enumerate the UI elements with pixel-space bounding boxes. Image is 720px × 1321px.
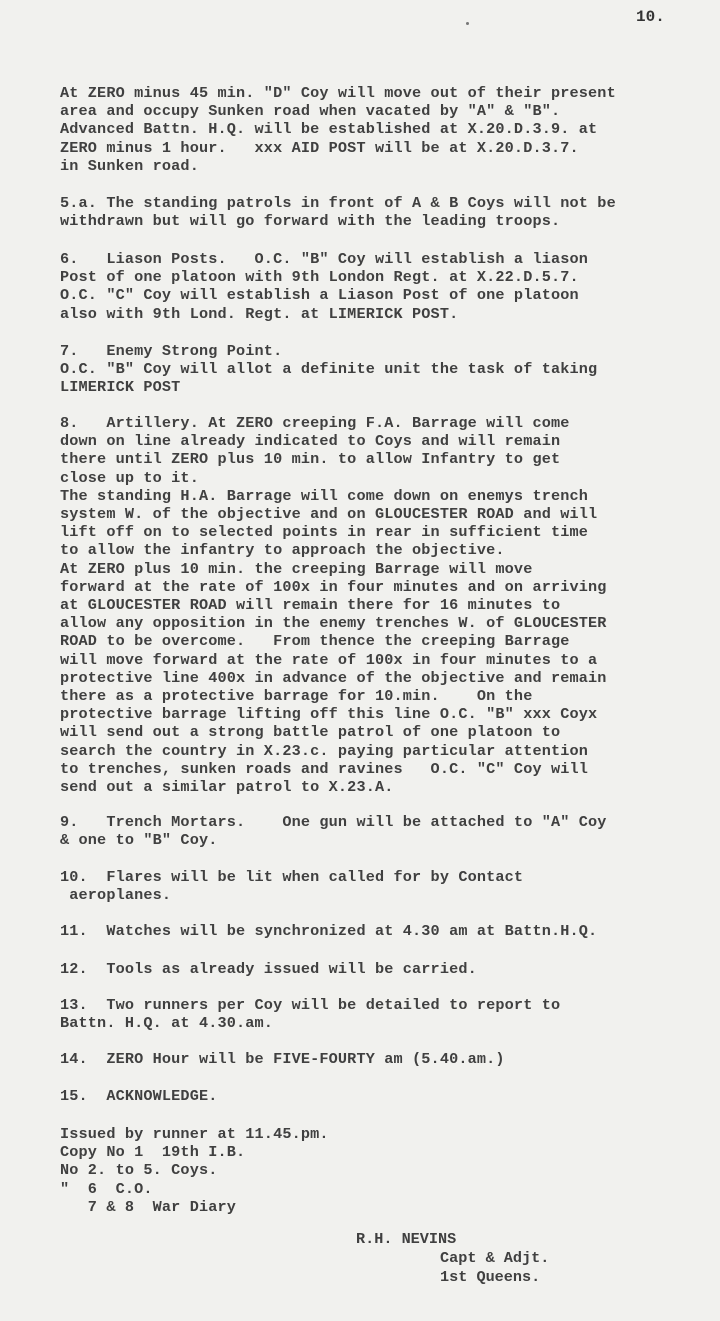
para-7-line: O.C. "B" Coy will allot a definite unit the task of taking [60,360,598,379]
para-9-line: 9. Trench Mortars. One gun will be attached to "A" Coy [60,813,607,831]
para-8-line: protective line 400x in advance of the objective and remain [60,668,607,687]
para-zero-line: At ZERO minus 45 min. "D" Coy will move out of their present [60,84,616,102]
para-8-line: 8. Artillery. At ZERO creeping F.A. Barrage will come [60,414,570,432]
signature-rank: Capt & Adjt. [440,1249,550,1267]
issued-line: 7 & 8 War Diary [60,1197,237,1216]
para-8-line: allow any opposition in the enemy trenches W. of GLOUCESTER [60,614,607,633]
signature-unit: 1st Queens. [440,1268,541,1286]
para-8-line: there as a protective barrage for 10.min. On the [60,687,533,705]
para-7-line: LIMERICK POST [60,378,181,397]
para-8-line: to allow the infantry to approach the objective. [60,541,505,560]
para-8-line: will send out a strong battle patrol of one platoon to [60,723,561,742]
para-8-line: At ZERO plus 10 min. the creeping Barrage will move [60,559,533,578]
para-8-line: lift off on to selected points in rear in sufficient time [60,523,589,542]
para-8-line: send out a similar patrol to X.23.A. [60,778,394,796]
para-8-line: at GLOUCESTER ROAD will remain there for 16 minutes to [60,596,561,614]
para-6-line: also with 9th Lond. Regt. at LIMERICK POST. [60,304,459,323]
para-7-line: 7. Enemy Strong Point. [60,342,283,360]
para-13-line: 13. Two runners per Coy will be detailed to report to [60,996,561,1014]
para-8-line: there until ZERO plus 10 min. to allow Infantry to get [60,450,561,469]
para-8-line: to trenches, sunken roads and ravines O.C. "C" Coy will [60,759,589,778]
para-zero-line: Advanced Battn. H.Q. will be established at X.20.D.3.9. at [60,120,598,139]
page-number: 10. [636,8,665,26]
para-6-line: 6. Liason Posts. O.C. "B" Coy will establish a liason [60,250,589,268]
para-11-line: 11. Watches will be synchronized at 4.30 am at Battn.H.Q. [60,922,598,940]
para-5a-line: 5.a. The standing patrols in front of A & B Coys will not be [60,194,616,212]
para-zero-line: in Sunken road. [60,156,199,175]
para-8-line: The standing H.A. Barrage will come down on enemys trench [60,486,589,505]
issued-line: Copy No 1 19th I.B. [60,1143,246,1162]
issued-line: " 6 C.O. [60,1179,153,1198]
para-zero-line: ZERO minus 1 hour. xxx AID POST will be at X.20.D.3.7. [60,138,579,157]
para-8-line: will move forward at the rate of 100x in four minutes to a [60,650,598,669]
para-8-line: search the country in X.23.c. paying particular attention [60,741,589,760]
para-6-line: O.C. "C" Coy will establish a Liason Post of one platoon [60,286,579,305]
para-8-line: down on line already indicated to Coys and will remain [60,432,561,451]
para-9-line: & one to "B" Coy. [60,831,218,850]
issued-line: Issued by runner at 11.45.pm. [60,1125,329,1143]
para-15-line: 15. ACKNOWLEDGE. [60,1087,218,1105]
signature-name: R.H. NEVINS [356,1230,457,1248]
para-5a-line: withdrawn but will go forward with the leading troops. [60,212,561,231]
issued-line: No 2. to 5. Coys. [60,1161,218,1180]
para-zero-line: area and occupy Sunken road when vacated by "A" & "B". [60,102,561,121]
para-10-line: 10. Flares will be lit when called for by Contact [60,868,524,886]
para-12-line: 12. Tools as already issued will be carried. [60,960,477,978]
para-13-line: Battn. H.Q. at 4.30.am. [60,1014,274,1033]
para-8-line: protective barrage lifting off this line O.C. "B" xxx Coyx [60,705,598,724]
para-8-line: forward at the rate of 100x in four minutes and on arriving [60,577,607,596]
para-14-line: 14. ZERO Hour will be FIVE-FOURTY am (5.40.am.) [60,1050,505,1068]
para-8-line: system W. of the objective and on GLOUCESTER ROAD and will [60,505,598,523]
para-10-line: aeroplanes. [60,886,172,905]
para-8-line: ROAD to be overcome. From thence the creeping Barrage [60,632,570,651]
para-8-line: close up to it. [60,468,199,487]
para-6-line: Post of one platoon with 9th London Regt. at X.22.D.5.7. [60,268,579,287]
paper-speck [466,22,469,25]
